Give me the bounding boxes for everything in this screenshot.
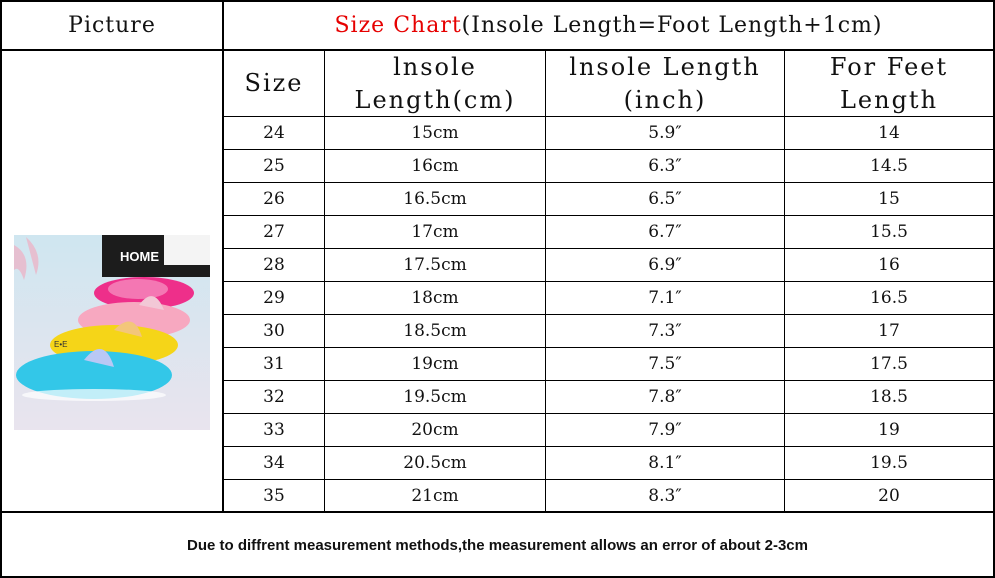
- insole-cm-cell: 17.5cm: [403, 255, 467, 275]
- insole-inch-cell: 7.8″: [648, 387, 682, 407]
- col-header-insole-cm-line1: lnsole: [393, 52, 477, 81]
- col-header-for-feet-line2: Length: [839, 85, 939, 114]
- size-cell: 33: [263, 420, 285, 440]
- slipper-logo-text: E•E: [54, 340, 68, 349]
- insole-inch-cell: 6.5″: [648, 189, 682, 209]
- feet-length-cell: 14.5: [870, 156, 908, 176]
- insole-cm-cell: 20.5cm: [403, 453, 467, 473]
- insole-inch-cell: 7.9″: [648, 420, 682, 440]
- size-cell: 25: [263, 156, 285, 176]
- feet-length-cell: 19.5: [870, 453, 908, 473]
- size-cell: 28: [263, 255, 285, 275]
- insole-cm-cell: 20cm: [411, 420, 459, 440]
- insole-inch-cell: 8.3″: [648, 486, 682, 506]
- feet-length-cell: 16: [878, 255, 900, 275]
- border-left: [0, 0, 2, 578]
- home-box: [102, 235, 210, 277]
- insole-inch-cell: 6.7″: [648, 222, 682, 242]
- size-cell: 27: [263, 222, 285, 242]
- chart-title: [224, 2, 993, 49]
- home-box-text: HOME: [120, 249, 159, 264]
- size-cell: 30: [263, 321, 285, 341]
- insole-cm-cell: 21cm: [411, 486, 459, 506]
- insole-cm-cell: 18cm: [411, 288, 459, 308]
- size-cell: 31: [263, 354, 285, 374]
- insole-cm-cell: 15cm: [411, 123, 459, 143]
- insole-inch-cell: 7.1″: [648, 288, 682, 308]
- measurement-footnote: Due to diffrent measurement methods,the measurement allows an error of about 2-3cm: [187, 536, 808, 554]
- size-cell: 32: [263, 387, 285, 407]
- size-cell: 35: [263, 486, 285, 506]
- feet-length-cell: 19: [878, 420, 900, 440]
- col-header-size: Size: [244, 69, 304, 97]
- feet-length-cell: 16.5: [870, 288, 908, 308]
- insole-cm-cell: 17cm: [411, 222, 459, 242]
- insole-inch-cell: 5.9″: [648, 123, 682, 143]
- col-header-insole-cm: [325, 51, 545, 116]
- col-header-for-feet: [785, 51, 993, 116]
- feet-length-cell: 18.5: [870, 387, 908, 407]
- col-header-insole-cm-line2: Length(cm): [354, 85, 516, 114]
- col-header-for-feet-line1: For Feet: [829, 52, 949, 81]
- insole-inch-cell: 8.1″: [648, 453, 682, 473]
- chart-title-rest: (Insole Length=Foot Length+1cm): [461, 13, 883, 38]
- insole-cm-cell: 19cm: [411, 354, 459, 374]
- col-header-insole-inch-line1: lnsole Length: [569, 52, 761, 81]
- picture-label: Picture: [68, 13, 156, 38]
- insole-inch-cell: 7.3″: [648, 321, 682, 341]
- insole-cm-cell: 16.5cm: [403, 189, 467, 209]
- size-cell: 29: [263, 288, 285, 308]
- col-header-insole-inch: [546, 51, 784, 116]
- feet-length-cell: 17.5: [870, 354, 908, 374]
- insole-cm-cell: 19.5cm: [403, 387, 467, 407]
- insole-cm-cell: 16cm: [411, 156, 459, 176]
- feet-length-cell: 15.5: [870, 222, 908, 242]
- feet-length-cell: 17: [878, 321, 900, 341]
- feet-length-cell: 15: [878, 189, 900, 209]
- chart-title-red: Size Chart: [334, 13, 462, 38]
- slippers-photo: [14, 235, 210, 430]
- size-cell: 24: [263, 123, 285, 143]
- feet-length-cell: 14: [878, 123, 900, 143]
- insole-inch-cell: 6.9″: [648, 255, 682, 275]
- insole-inch-cell: 6.3″: [648, 156, 682, 176]
- insole-cm-cell: 18.5cm: [403, 321, 467, 341]
- size-cell: 34: [263, 453, 285, 473]
- col-header-insole-inch-line2: (inch): [623, 85, 707, 114]
- feet-length-cell: 20: [878, 486, 900, 506]
- insole-inch-cell: 7.5″: [648, 354, 682, 374]
- size-cell: 26: [263, 189, 285, 209]
